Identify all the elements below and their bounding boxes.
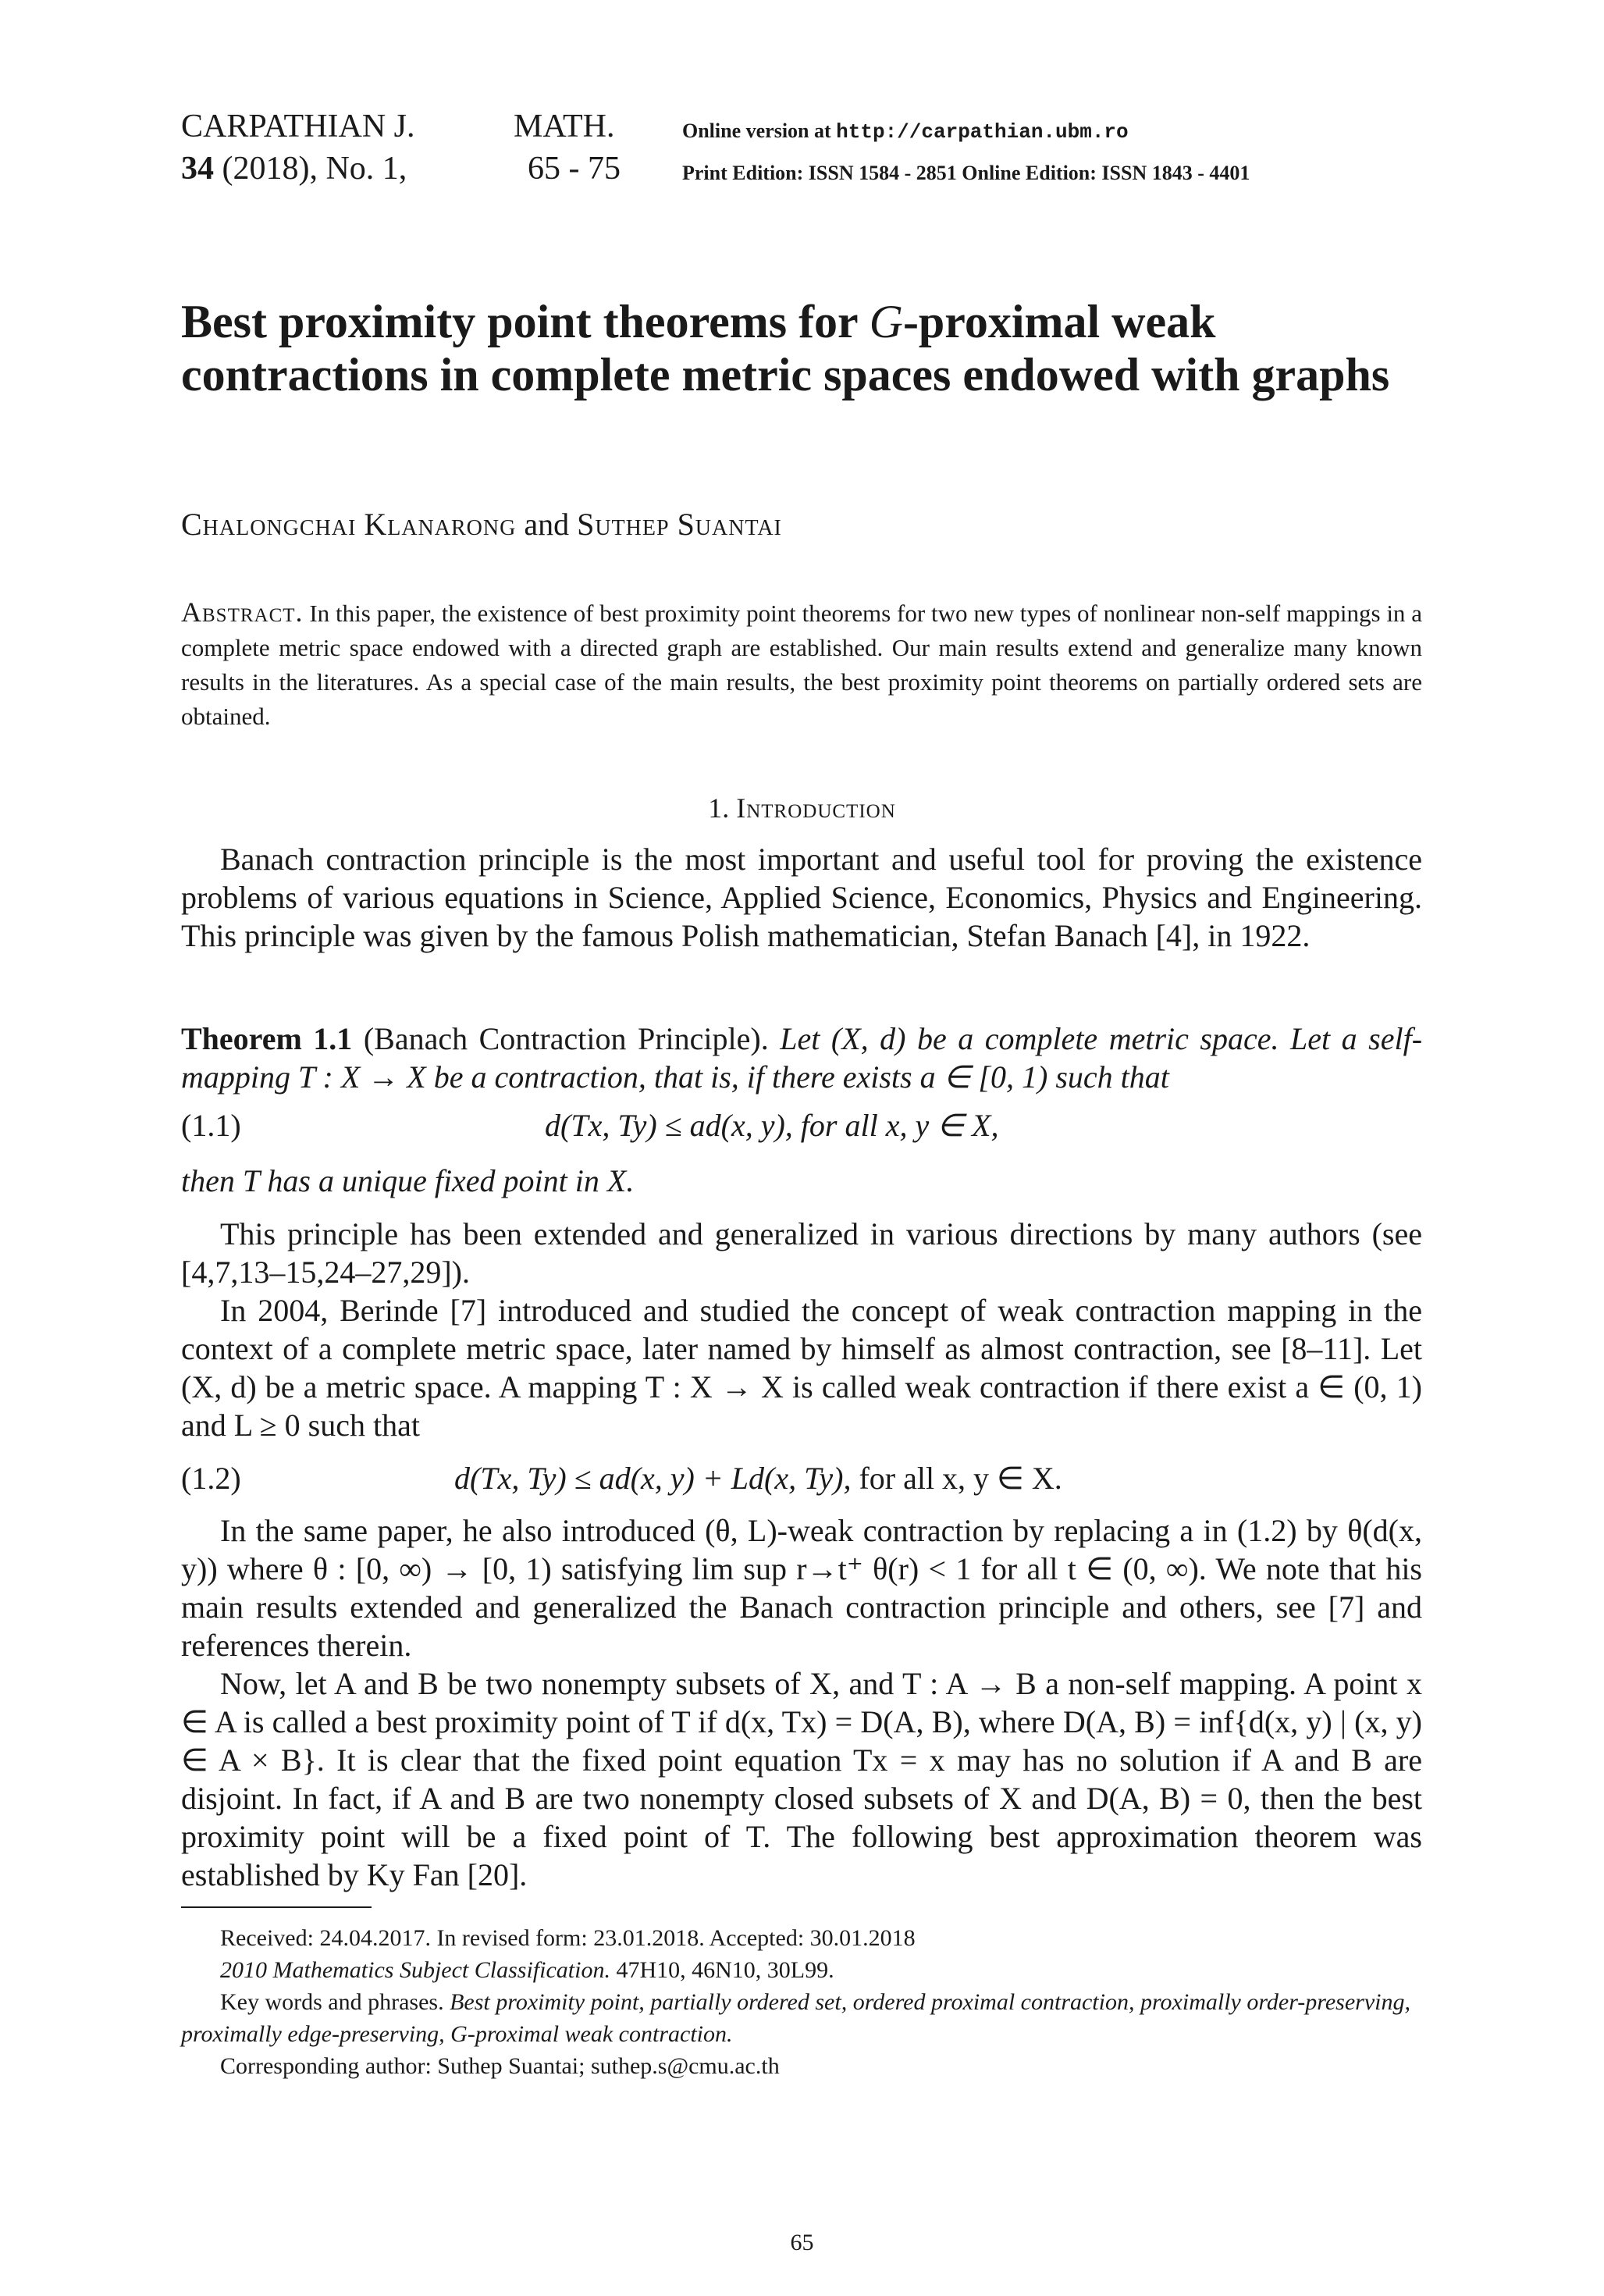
paragraph-3: In 2004, Berinde [7] introduced and studied the concept of weak contraction mapping in the context of a complete metric space, later named by himself as almost contraction, see [8–11]. Let (X, d) be a metric space. A mapping T : X → X is called weak contraction if there exist a ∈ (0, 1) and L ≥ 0 such that: [181, 1293, 1422, 1443]
equation-number: (1.1): [181, 1108, 241, 1143]
issn-info: Print Edition: ISSN 1584 - 2851 Online Edition: ISSN 1843 - 4401: [682, 162, 1250, 184]
paragraph-1: Banach contraction principle is the most important and useful tool for proving the existence problems of various equations in Science, Applied Science, Economics, Physics and Engineering. This principle was given by the famous Polish mathematician, Stefan Banach [4], in 1922.: [181, 842, 1422, 953]
corresponding-author: Corresponding author: Suthep Suantai; suthep.s@cmu.ac.th: [220, 2053, 780, 2079]
page-range: 65 - 75: [528, 151, 621, 187]
online-version: Online version at http://carpathian.ubm.ro: [682, 119, 1129, 144]
online-url[interactable]: http://carpathian.ubm.ro: [836, 120, 1129, 144]
paragraph-2: This principle has been extended and generalized in various directions by many authors (see [4,7,13–15,24–27,29]). In 2004, Berinde [7] introduced and studied the concept of weak contraction mapping in the context of a complete metric space, later named by himself as almost contraction, see [8–11]. Let (X, d) be a metric space. A mapping T : X → X is called weak contraction if there exist a ∈ (0, 1) and L ≥ 0 such that: [181, 1216, 1422, 1443]
footnote-rule: [181, 1906, 372, 1908]
received-dates: Received: 24.04.2017. In revised form: 23.01.2018. Accepted: 30.01.2018: [220, 1925, 916, 1951]
abstract-label: Abstract.: [181, 596, 304, 628]
volume-info: 34 (2018), No. 1,: [181, 151, 407, 187]
equation-number: (1.2): [181, 1461, 241, 1496]
keywords: Key words and phrases. Best proximity point, partially ordered set, ordered proximal contraction, proximally order-preserving, proximally edge-preserving, G-proximal weak contraction.: [181, 1989, 1410, 2047]
page-number: 65: [790, 2230, 814, 2255]
journal-name: CARPATHIAN J.: [181, 109, 415, 144]
abstract: [181, 595, 1422, 734]
author-list: Chalongchai Klanarong and Suthep Suantai: [181, 507, 782, 542]
abstract-text: In this paper, the existence of best proximity point theorems for two new types of nonlinear non-self mappings in a complete metric space endowed with a directed graph are established. Our main results extend and generalize many known results in the literatures. As a special case of the main results, the best proximity point theorems on partially ordered sets are obtained.: [181, 600, 1423, 730]
theorem-1-1: Theorem 1.1 (Banach Contraction Principle). Let (X, d) be a complete metric space. Let a self-mapping T : X → X be a contraction, that is, if there exists a ∈ [0, 1) such that: [181, 1021, 1423, 1095]
section-heading: 1. Introduction: [708, 792, 896, 824]
paper-title: Best proximity point theorems for G-proximal weak contractions in complete metric spaces endowed with graphs: [181, 296, 1390, 400]
paragraph-4: In the same paper, he also introduced (θ, L)-weak contraction by replacing a in (1.2) by θ(d(x, y)) where θ : [0, ∞) → [0, 1) satisfying lim sup r→t⁺ θ(r) < 1 for all t ∈ (0, ∞). We note that his main results extended and generalized the Banach contraction principle and others, see [7] and references therein. Now, let A and B be two nonempty subsets of X, and T : A → B a non-self mapping. A point x ∈ A is called a best proximity point of T if d(x, Tx) = D(A, B), where D(A, B) = inf{d(x, y) | (x, y) ∈ A × B}. It is clear that the fixed point equation Tx = x may has no solution if A and B are disjoint. In fact, if A and B are two nonempty closed subsets of X and D(A, B) = 0, then the best proximity point will be a fixed point of T. The following best approximation theorem was established by Ky Fan [20].: [181, 1513, 1422, 1892]
theorem-label: Theorem 1.1: [181, 1021, 353, 1056]
equation-expression: d(Tx, Ty) ≤ ad(x, y) + Ld(x, Ty), for all x, y ∈ X.: [454, 1461, 1062, 1496]
footnotes: [181, 1922, 1422, 2082]
theorem-conclusion: then T has a unique fixed point in X.: [181, 1163, 635, 1198]
msc-classification: 2010 Mathematics Subject Classification. 47H10, 46N10, 30L99.: [220, 1957, 834, 1983]
paragraph-5: Now, let A and B be two nonempty subsets of X, and T : A → B a non-self mapping. A point x ∈ A is called a best proximity point of T if d(x, Tx) = D(A, B), where D(A, B) = inf{d(x, y) | (x, y) ∈ A × B}. It is clear that the fixed point equation Tx = x may has no solution if A and B are disjoint. In fact, if A and B are two nonempty closed subsets of X and D(A, B) = 0, then the best proximity point will be a fixed point of T. The following best approximation theorem was established by Ky Fan [20].: [181, 1666, 1422, 1892]
journal-math: MATH.: [514, 109, 615, 144]
equation-expression: d(Tx, Ty) ≤ ad(x, y), for all x, y ∈ X,: [545, 1108, 999, 1143]
